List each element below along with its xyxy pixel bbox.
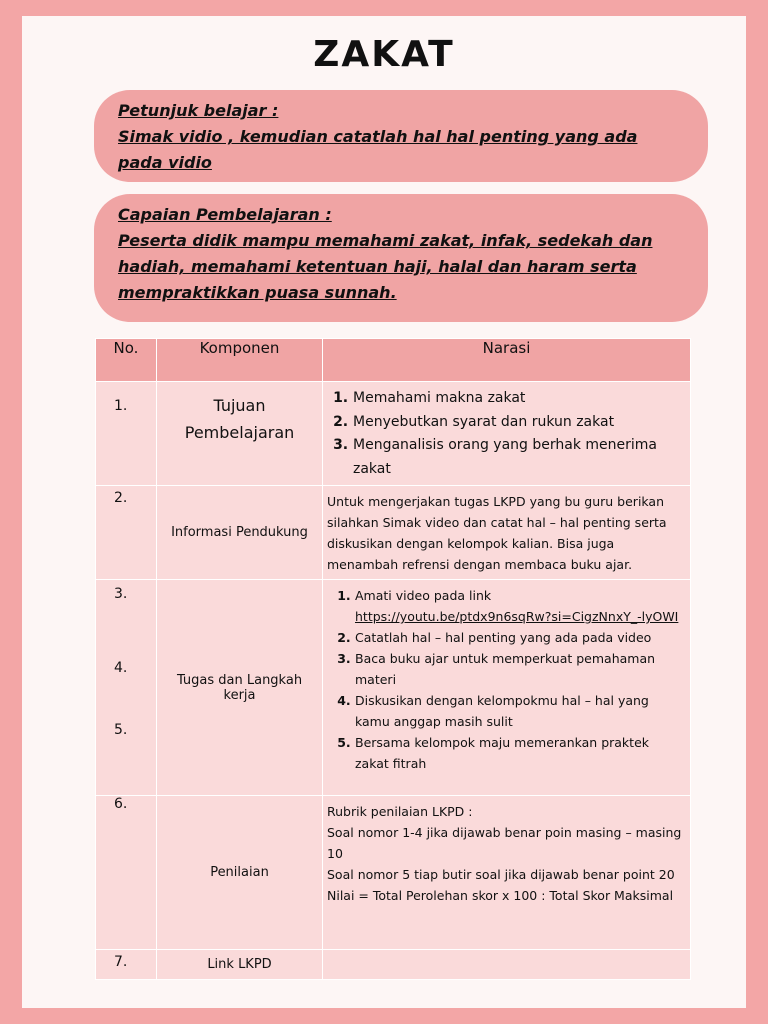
row-narasi bbox=[323, 486, 691, 580]
petunjuk-body: Simak vidio , kemudian catatlah hal hal penting yang ada pada vidio bbox=[118, 127, 638, 172]
row-narasi bbox=[323, 950, 691, 980]
page bbox=[22, 16, 746, 1008]
row-number bbox=[96, 486, 157, 580]
narasi-line: Soal nomor 5 tiap butir soal jika dijawab benar point 20 bbox=[327, 867, 675, 882]
table-row bbox=[96, 580, 691, 796]
row-number bbox=[96, 950, 157, 980]
table-row bbox=[96, 382, 691, 486]
list-item: 2. Menyebutkan syarat dan rukun zakat bbox=[353, 411, 682, 435]
row-number-text: 3. bbox=[114, 586, 128, 602]
list-item: 3. Menganalisis orang yang berhak menerima zakat bbox=[353, 434, 682, 481]
list-item: 1. Memahami makna zakat bbox=[353, 387, 682, 411]
row-komponen: Tugas dan Langkah kerja bbox=[157, 580, 323, 796]
row-komponen: Tujuan Pembelajaran bbox=[157, 382, 323, 486]
row-number-text: 4. bbox=[114, 660, 128, 676]
row-number-text: 6. bbox=[114, 796, 128, 812]
header-narasi: Narasi bbox=[323, 339, 691, 382]
header-no: No. bbox=[96, 339, 157, 382]
list-item: 4. Diskusikan dengan kelompokmu hal – hal yang kamu anggap masih sulit bbox=[355, 690, 682, 732]
list-item: 2. Catatlah hal – hal penting yang ada pada video bbox=[355, 627, 682, 648]
petunjuk-heading: Petunjuk belajar : bbox=[118, 101, 279, 120]
row-komponen: Link LKPD bbox=[157, 950, 323, 980]
row-number-text: 7. bbox=[114, 954, 128, 970]
narasi-line: Soal nomor 1-4 jika dijawab benar poin masing – masing 10 bbox=[327, 825, 682, 861]
capaian-body: Peserta didik mampu memahami zakat, infak, sedekah dan hadiah, memahami ketentuan haji, halal dan haram serta mempraktikkan puasa sunnah. bbox=[118, 231, 653, 302]
row-number bbox=[96, 796, 157, 950]
list-item: 3. Baca buku ajar untuk memperkuat pemahaman materi bbox=[355, 648, 682, 690]
list-item-text: Amati video pada link bbox=[355, 588, 492, 603]
header-komponen: Komponen bbox=[157, 339, 323, 382]
narasi-line: Nilai = Total Perolehan skor x 100 : Total Skor Maksimal bbox=[327, 888, 674, 903]
list-item: 5. Bersama kelompok maju memerankan praktek zakat fitrah bbox=[355, 732, 682, 774]
capaian-heading: Capaian Pembelajaran : bbox=[118, 205, 332, 224]
table-header-row bbox=[96, 339, 691, 382]
row-number-text: 1. bbox=[114, 398, 128, 414]
row-komponen: Penilaian bbox=[157, 796, 323, 950]
table-row bbox=[96, 796, 691, 950]
narasi-text: Untuk mengerjakan tugas LKPD yang bu guru berikan silahkan Simak video dan catat hal – hal penting serta diskusikan dengan kelompok kalian. Bisa juga menambah refrensi dengan membaca buku ajar. bbox=[327, 494, 667, 572]
row-number bbox=[96, 580, 157, 796]
row-narasi bbox=[323, 796, 691, 950]
table-row bbox=[96, 486, 691, 580]
row-narasi bbox=[323, 580, 691, 796]
video-link[interactable]: https://youtu.be/ptdx9n6sqRw?si=CigzNnxY_-lyOWI bbox=[355, 609, 679, 624]
lkpd-table bbox=[95, 338, 691, 980]
narasi-list bbox=[327, 585, 682, 774]
row-komponen: Informasi Pendukung bbox=[157, 486, 323, 580]
row-number-text: 2. bbox=[114, 490, 128, 506]
table-row bbox=[96, 950, 691, 980]
narasi-line: Rubrik penilaian LKPD : bbox=[327, 804, 473, 819]
petunjuk-box bbox=[94, 90, 708, 182]
narasi-list bbox=[325, 387, 682, 481]
capaian-box bbox=[94, 194, 708, 322]
list-item bbox=[355, 585, 682, 627]
row-number-text: 5. bbox=[114, 722, 128, 738]
row-narasi bbox=[323, 382, 691, 486]
page-title: ZAKAT bbox=[313, 34, 455, 75]
row-number bbox=[96, 382, 157, 486]
